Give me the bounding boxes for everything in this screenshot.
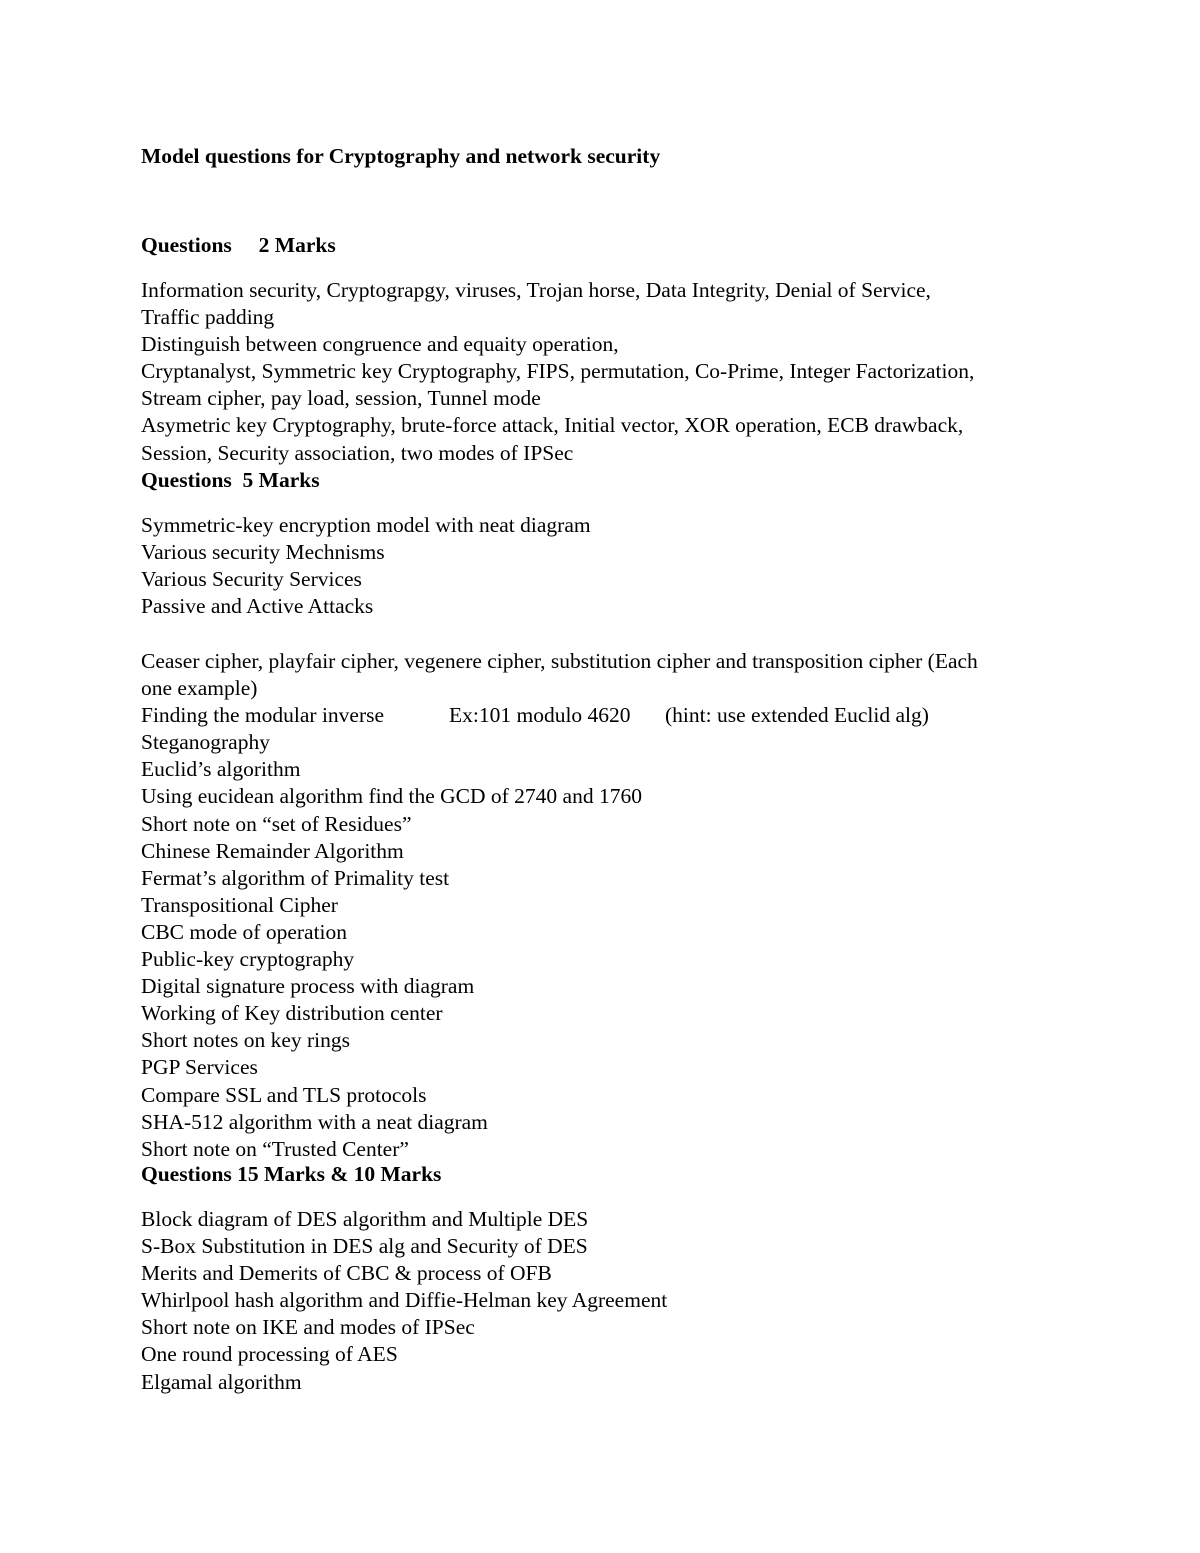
list-item: Short note on “Trusted Center” bbox=[141, 1136, 409, 1161]
modular-inverse-example: Ex:101 modulo 4620 bbox=[449, 703, 631, 728]
list-item: Block diagram of DES algorithm and Multiple DES bbox=[141, 1207, 589, 1231]
list-item: Working of Key distribution center bbox=[141, 1001, 443, 1026]
list-item: CBC mode of operation bbox=[141, 919, 348, 944]
list-item: Various security Mechnisms bbox=[141, 540, 385, 565]
document-title: Model questions for Cryptography and network security bbox=[141, 144, 661, 168]
list-item: Chinese Remainder Algorithm bbox=[141, 838, 404, 863]
modular-inverse-item bbox=[141, 702, 1101, 729]
section-5-marks-list-b bbox=[141, 648, 1101, 1163]
list-item: Public-key cryptography bbox=[141, 947, 355, 972]
list-item: Whirlpool hash algorithm and Diffie-Helman key Agreement bbox=[141, 1288, 668, 1313]
section-5-marks-list-a bbox=[141, 512, 1101, 620]
modular-inverse-hint: (hint: use extended Euclid alg) bbox=[665, 703, 929, 728]
list-item: Compare SSL and TLS protocols bbox=[141, 1082, 427, 1107]
section-15-10-marks-list bbox=[141, 1206, 1101, 1396]
list-item: Distinguish between congruence and equaity operation, bbox=[141, 332, 619, 357]
list-item: Digital signature process with diagram bbox=[141, 974, 475, 999]
list-item: Asymetric key Cryptography, brute-force attack, Initial vector, XOR operation, ECB drawback, bbox=[141, 413, 964, 438]
list-item: Ceaser cipher, playfair cipher, vegenere cipher, substitution cipher and transposition cipher (Each bbox=[141, 649, 978, 673]
list-item: Euclid’s algorithm bbox=[141, 757, 301, 782]
list-item: Information security, Cryptograpgy, viruses, Trojan horse, Data Integrity, Denial of Service, bbox=[141, 278, 931, 302]
list-item: Symmetric-key encryption model with neat diagram bbox=[141, 513, 591, 537]
modular-inverse-label: Finding the modular inverse bbox=[141, 703, 385, 728]
list-item: one example) bbox=[141, 676, 258, 701]
list-item: Various Security Services bbox=[141, 567, 362, 592]
list-item: Short notes on key rings bbox=[141, 1028, 351, 1053]
list-item: Merits and Demerits of CBC & process of OFB bbox=[141, 1261, 552, 1286]
section-heading-2-marks: Questions 2 Marks bbox=[141, 233, 336, 257]
section-heading-5-marks: Questions 5 Marks bbox=[141, 468, 320, 492]
list-item: S-Box Substitution in DES alg and Security of DES bbox=[141, 1234, 588, 1259]
list-item: Stream cipher, pay load, session, Tunnel mode bbox=[141, 386, 541, 411]
list-item: Short note on “set of Residues” bbox=[141, 811, 412, 836]
list-item: Cryptanalyst, Symmetric key Cryptography, FIPS, permutation, Co-Prime, Integer Factorization, bbox=[141, 359, 975, 384]
list-item: Passive and Active Attacks bbox=[141, 594, 374, 619]
section-2-marks-list bbox=[141, 277, 1101, 467]
list-item: PGP Services bbox=[141, 1055, 258, 1080]
list-item: Traffic padding bbox=[141, 305, 275, 330]
list-item: Session, Security association, two modes of IPSec bbox=[141, 440, 574, 465]
list-item: Using eucidean algorithm find the GCD of 2740 and 1760 bbox=[141, 784, 642, 809]
list-item: Steganography bbox=[141, 730, 270, 755]
list-item: Short note on IKE and modes of IPSec bbox=[141, 1315, 475, 1340]
list-item: Transpositional Cipher bbox=[141, 892, 338, 917]
list-item: SHA-512 algorithm with a neat diagram bbox=[141, 1109, 488, 1134]
list-item: One round processing of AES bbox=[141, 1342, 398, 1367]
list-item: Fermat’s algorithm of Primality test bbox=[141, 865, 450, 890]
section-heading-15-10-marks: Questions 15 Marks & 10 Marks bbox=[141, 1162, 442, 1186]
list-item: Elgamal algorithm bbox=[141, 1369, 302, 1394]
